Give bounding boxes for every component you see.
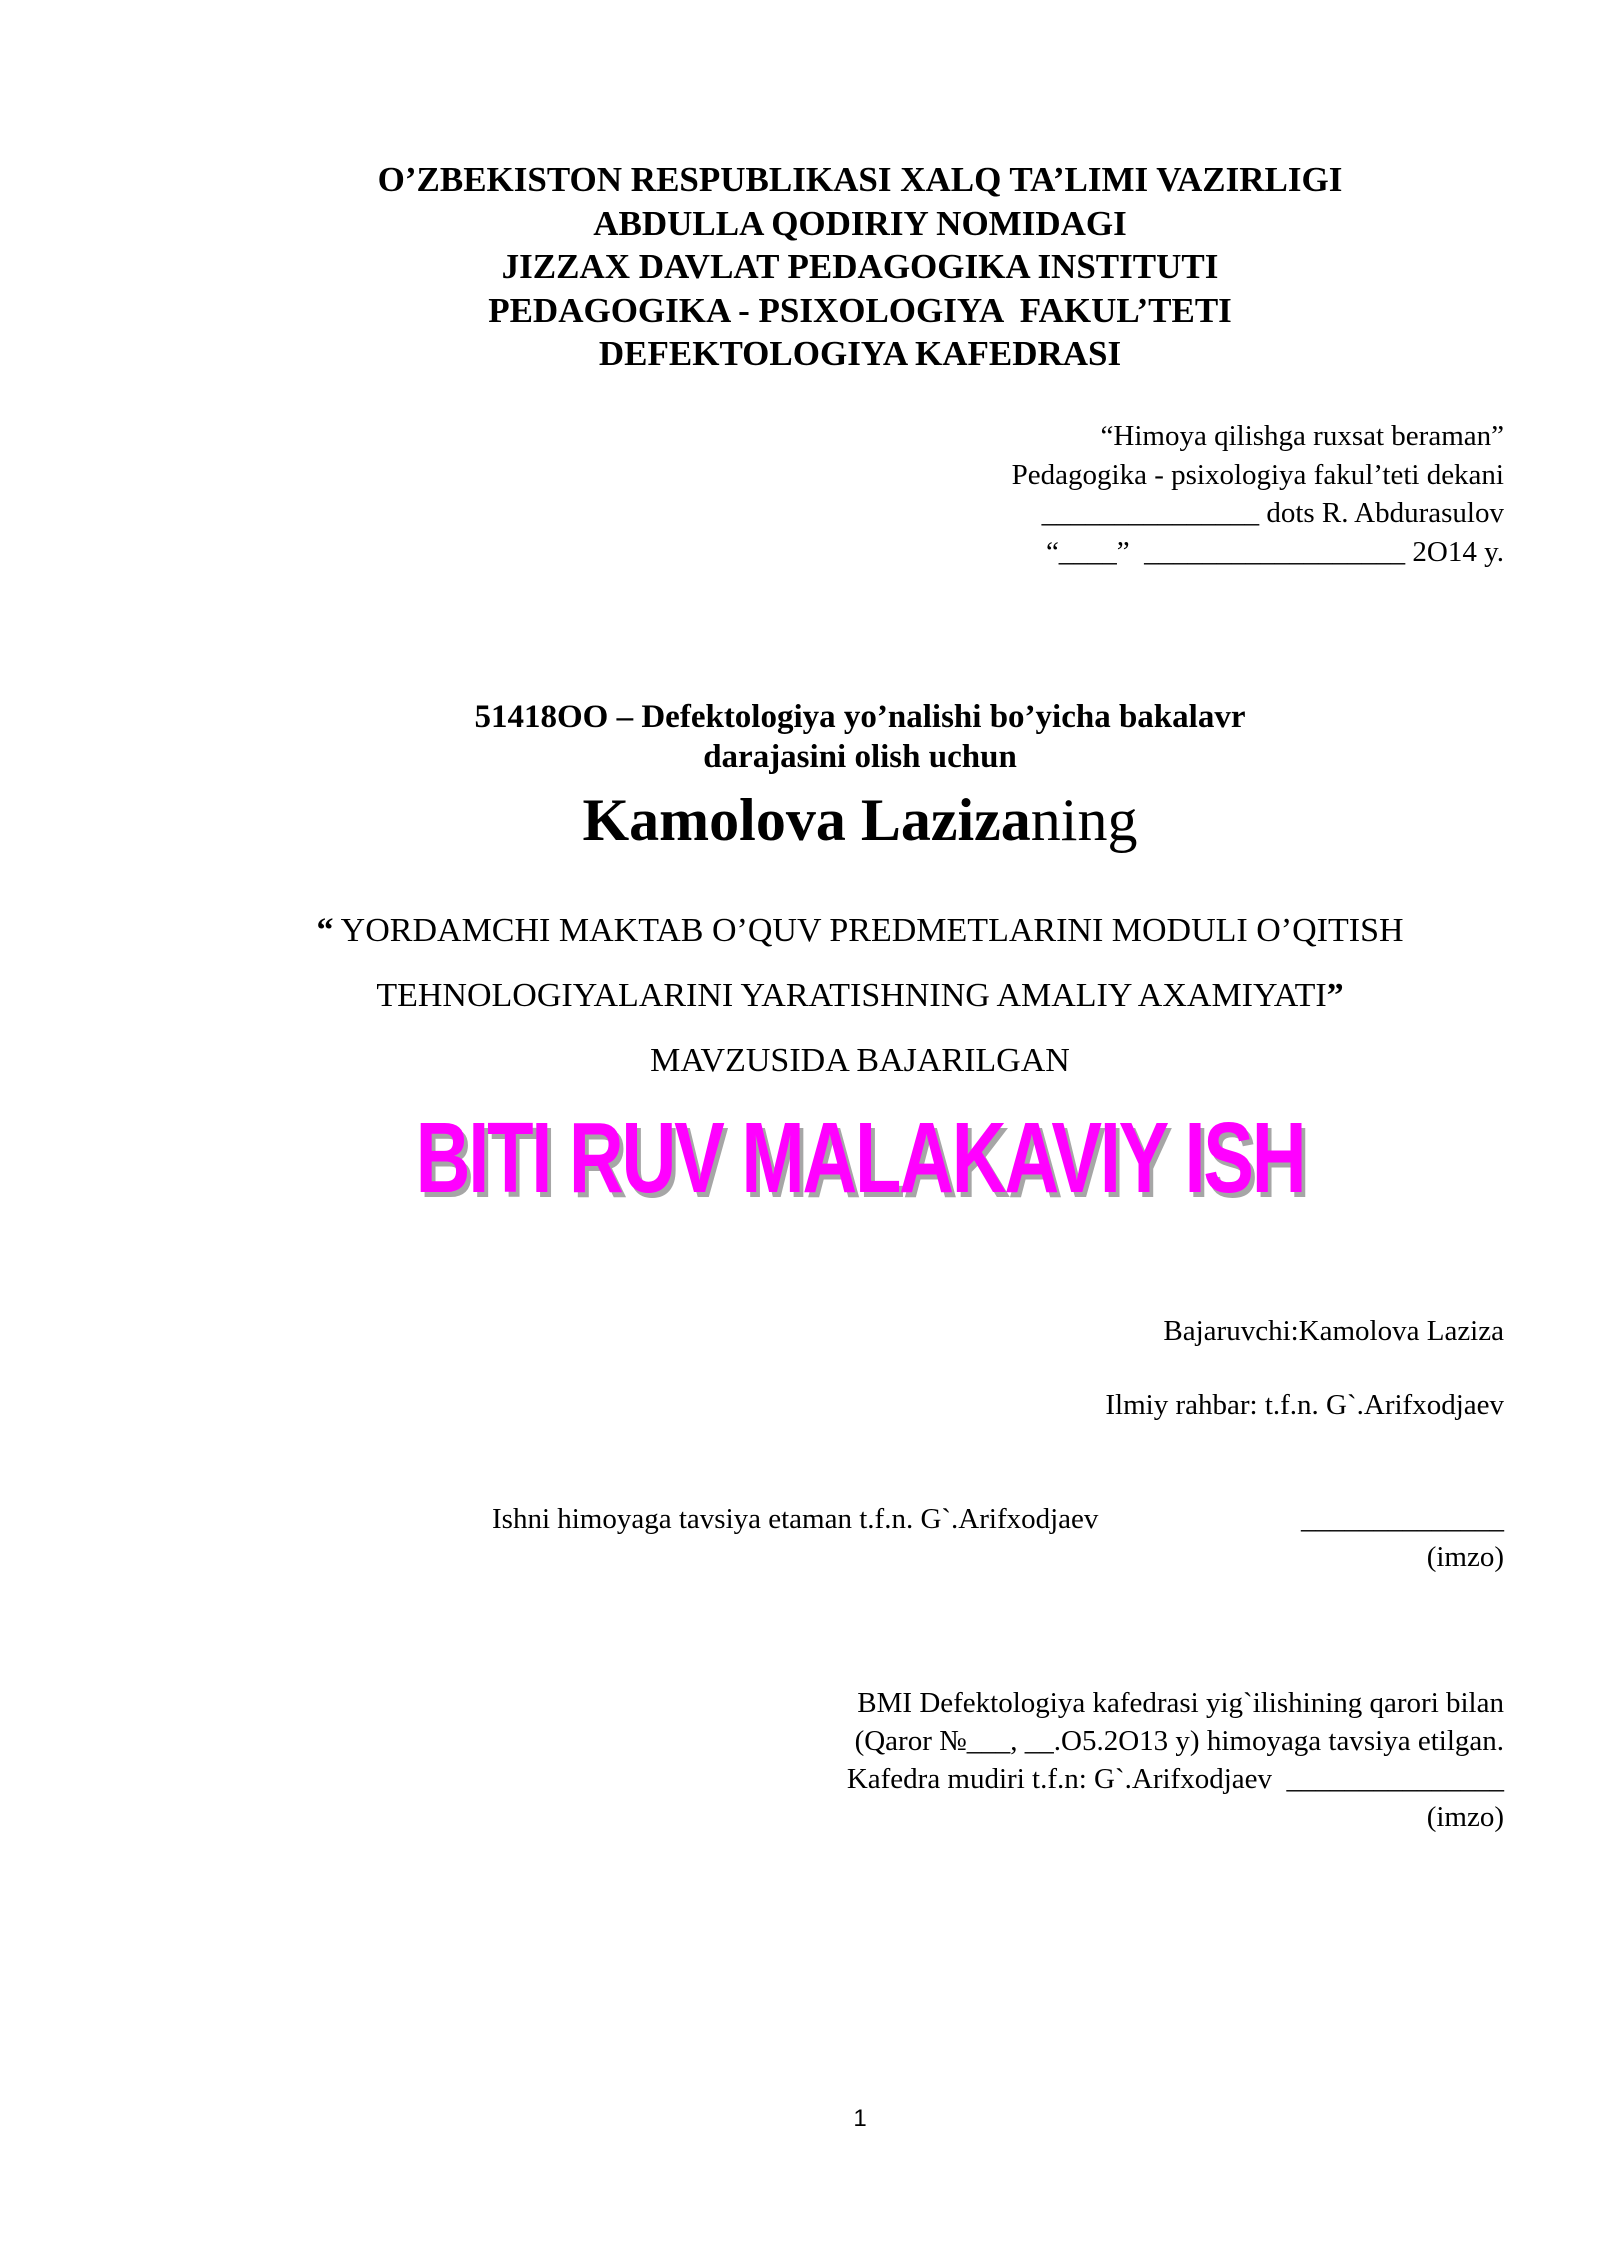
topic-line-1 xyxy=(0,898,1600,963)
named-after-line: ABDULLA QODIRIY NOMIDAGI xyxy=(593,203,1127,243)
recommendation-row xyxy=(492,1500,1504,1538)
topic-text-1: YORDAMCHI MAKTAB O’QUV PREDMETLARINI MODULI O’QITISH xyxy=(333,912,1404,949)
topic-open-quote: “ xyxy=(316,912,334,949)
dean-signature-line: _______________ dots R. Abdurasulov xyxy=(1041,497,1504,529)
decision-signature-label: (imzo) xyxy=(1426,1801,1504,1833)
institution-header xyxy=(0,158,1600,376)
institute-name: JIZZAX DAVLAT PEDAGOGIKA INSTITUTI xyxy=(501,247,1219,286)
dean-title: Pedagogika - psixologiya fakul’teti dekani xyxy=(1011,458,1504,491)
department-name: DEFEKTOLOGIYA KAFEDRASI xyxy=(598,334,1122,373)
executor-line: Bajaruvchi:Kamolova Laziza xyxy=(1163,1315,1504,1347)
ministry-name: O’ZBEKISTON RESPUBLIKASI XALQ TA’LIMI VAZIRLIGI xyxy=(377,160,1343,199)
degree-purpose: darajasini olish uchun xyxy=(703,739,1017,775)
performer-block xyxy=(1105,1312,1504,1460)
topic-line-3: MAVZUSIDA BAJARILGAN xyxy=(650,1042,1070,1079)
department-decision-block xyxy=(847,1684,1504,1836)
student-name-suffix: ning xyxy=(1030,787,1138,853)
decision-line-2: (Qaror №___, __.O5.2O13 y) himoyaga tavsiya etilgan. xyxy=(854,1725,1504,1757)
recommendation-block xyxy=(492,1500,1504,1576)
decision-line-1: BMI Defektologiya kafedrasi yig`ilishining qarori bilan xyxy=(857,1687,1504,1719)
approval-statement: “Himoya qilishga ruxsat beraman” xyxy=(1100,420,1504,452)
recommendation-signature-label: (imzo) xyxy=(1426,1541,1504,1573)
head-of-department-line: Kafedra mudiri t.f.n: G`.Arifxodjaev _______________ xyxy=(846,1763,1504,1795)
topic-close-quote: ” xyxy=(1326,977,1344,1014)
recommendation-text: Ishni himoyaga tavsiya etaman t.f.n. G`.Arifxodjaev xyxy=(492,1503,1099,1535)
recommendation-signature-line: ______________ xyxy=(1301,1503,1504,1535)
thesis-topic xyxy=(0,898,1600,1093)
student-name xyxy=(0,785,1600,855)
page-number: 1 xyxy=(853,2105,867,2132)
student-name-bold: Kamolova Laziza xyxy=(582,787,1031,853)
document-title: BITI RUV MALAKAVIY ISH xyxy=(415,1102,1305,1214)
topic-text-2: TEHNOLOGIYALARINI YARATISHNING AMALIY AXAMIYATI xyxy=(376,977,1327,1014)
degree-program: 51418OO – Defektologiya yo’nalishi bo’yicha bakalavr xyxy=(474,699,1246,735)
topic-line-2 xyxy=(0,963,1600,1028)
faculty-name: PEDAGOGIKA - PSIXOLOGIYA FAKUL’TETI xyxy=(488,290,1232,330)
supervisor-line: Ilmiy rahbar: t.f.n. G`.Arifxodjaev xyxy=(1105,1389,1504,1421)
approval-date-line: “____” __________________ 2O14 y. xyxy=(1045,535,1504,568)
approval-block xyxy=(1012,417,1504,571)
degree-block xyxy=(0,697,1600,777)
